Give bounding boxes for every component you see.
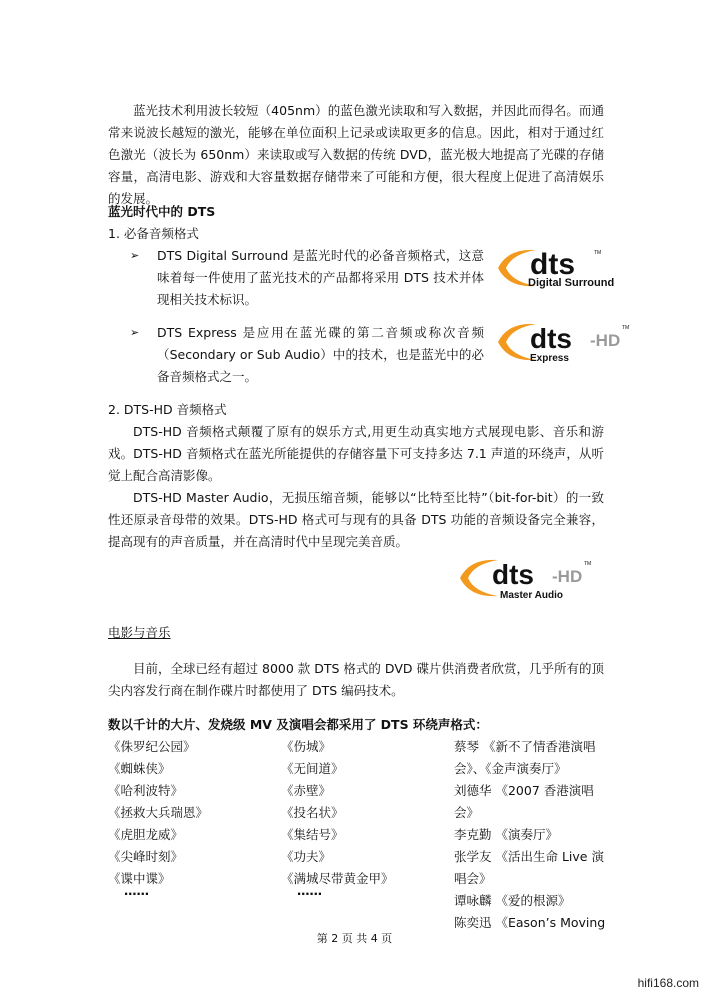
trademark-text: TM [584, 561, 592, 567]
list-item: 谭咏麟 《爱的根源》 [454, 893, 571, 908]
intro-paragraph: 蓝光技术利用波长较短（405nm）的蓝色激光读取和写入数据，并因此而得名。而通常来说波长越短的激光，能够在单位面积上记录或读取更多的信息。因此，相对于通过红色激光（波长为 650nm）来读取或写入数据的传统 DVD，蓝光极大地提高了光碟的存储容量，高清电影、游戏和大容量数据存储带来了可能和方便，很大程度上促进了高清娱乐的发展。 [108, 103, 604, 206]
list-item: 《尖峰时刻》 [108, 849, 184, 864]
movies-paragraph: 目前，全球已经有超过 8000 款 DTS 格式的 DVD 碟片供消费者欣赏，几乎所有的顶尖内容发行商在制作碟片时都使用了 DTS 编码技术。 [108, 661, 604, 698]
logo-hd-text: -HD [552, 567, 583, 586]
list-item: 张学友 《活出生命 Live 演 [454, 849, 604, 864]
watermark-text: hifi168.com [637, 976, 699, 990]
list-item: 刘德华 《2007 香港演唱 [454, 783, 594, 798]
list-title: 数以千计的大片、发烧级 MV 及演唱会都采用了 DTS 环绕声格式： [108, 717, 488, 732]
movie-list-col-2 [281, 736, 394, 890]
ellipsis-col-2: …… [297, 883, 322, 898]
list-item: 《满城尽带黄金甲》 [281, 871, 394, 886]
dts-hd-master-audio-logo [456, 556, 606, 602]
item-heading-1: 1. 必备音频格式 [108, 226, 199, 241]
ellipsis-col-1: …… [124, 883, 149, 898]
list-item: 《侏罗纪公园》 [108, 739, 196, 754]
list-item: 《功夫》 [281, 849, 332, 864]
list-item: 《赤壁》 [281, 783, 332, 798]
list-item: 《集结号》 [281, 827, 344, 842]
arrow-bullet-icon: ➢ [130, 326, 140, 339]
trademark-text: TM [622, 325, 630, 331]
list-item: 李克勤 《演奏厅》 [454, 827, 558, 842]
logo-sub-text: Master Audio [500, 590, 563, 601]
logo-sub-text: Express [530, 353, 569, 364]
dts-hd-paragraph: DTS-HD 音频格式颠覆了原有的娱乐方式,用更生动真实地方式展现电影、音乐和游戏。DTS-HD 音频格式在蓝光所能提供的存储容量下可支持多达 7.1 声道的环绕声，从听觉上配合高清影像。 [108, 424, 604, 483]
list-item: 《拯救大兵瑞恩》 [108, 805, 209, 820]
movie-list-col-1 [108, 736, 208, 890]
list-item: 会》 [454, 805, 480, 820]
list-item: 《投名状》 [281, 805, 344, 820]
list-item: 《谍中谍》 [108, 871, 171, 886]
dts-hd-express-logo [494, 320, 634, 366]
list-item: 唱会》 [454, 871, 492, 886]
logo-mark-text: dts [530, 323, 572, 354]
concert-list-col-3 [454, 736, 605, 934]
list-item: 《哈利波特》 [108, 783, 184, 798]
list-item: 陈奕迅 《Eason’s Moving [454, 915, 606, 930]
item-heading-2: 2. DTS-HD 音频格式 [108, 402, 227, 417]
bullet-dts-express [130, 322, 486, 388]
master-audio-paragraph: DTS-HD Master Audio，无损压缩音频，能够以“比特至比特”（bit-for-bit）的一致性还原录音母带的效果。DTS-HD 格式可与现有的具备 DTS 功能的音频设备完全兼容，提高现有的声音质量，并在高清时代中呈现完美音质。 [108, 490, 604, 549]
list-item: 《蜘蛛侠》 [108, 761, 171, 776]
dts-digital-surround-logo [494, 244, 614, 292]
list-item: 《无间道》 [281, 761, 344, 776]
logo-mark-text: dts [530, 248, 575, 281]
arrow-bullet-icon: ➢ [130, 249, 140, 262]
list-item: 《伤城》 [281, 739, 332, 754]
logo-sub-text: Digital Surround [528, 277, 614, 289]
logo-hd-text: -HD [590, 331, 621, 350]
list-item: 蔡琴 《新不了情香港演唱 [454, 739, 596, 754]
section-title-dts: 蓝光时代中的 DTS [108, 204, 216, 219]
bullet-dts-digital-surround [130, 245, 486, 311]
bullet-text: DTS Digital Surround 是蓝光时代的必备音频格式，这意味着每一件使用了蓝光技术的产品都将采用 DTS 技术并体现相关技术标识。 [157, 248, 484, 307]
page-footer: 第 2 页 共 4 页 [316, 932, 393, 945]
trademark-text: TM [594, 250, 602, 256]
logo-mark-text: dts [492, 559, 534, 590]
section-title-movies: 电影与音乐 [108, 625, 171, 640]
list-item: 《虎胆龙威》 [108, 827, 184, 842]
bullet-text: DTS Express 是应用在蓝光碟的第二音频或称次音频（Secondary or Sub Audio）中的技术，也是蓝光中的必备音频格式之一。 [157, 325, 484, 384]
list-item: 会》、《金声演奏厅》 [454, 761, 567, 776]
